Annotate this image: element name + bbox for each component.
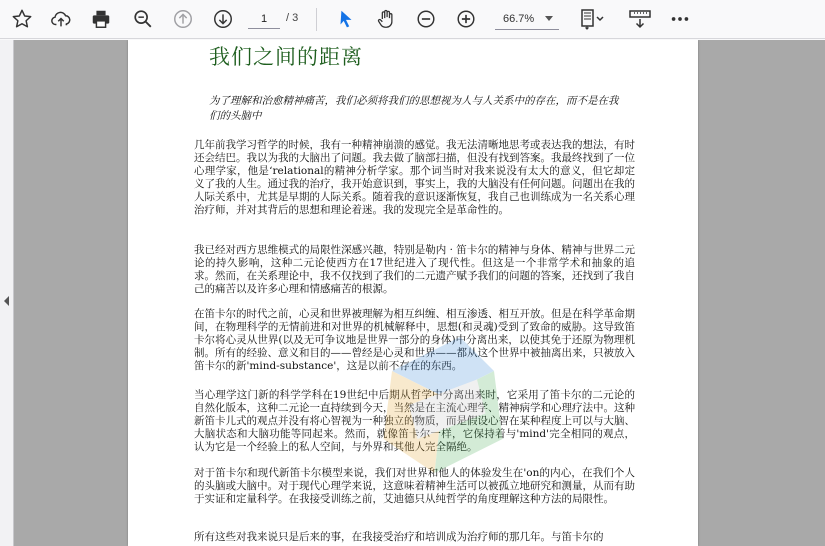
page-total: / 3 bbox=[286, 12, 299, 24]
hand-tool-icon[interactable] bbox=[372, 5, 400, 33]
annotation-tools-icon[interactable] bbox=[626, 5, 654, 33]
chevron-left-icon bbox=[4, 296, 9, 306]
paragraph: 我已经对西方思维模式的局限性深感兴趣，特别是勒内 · 笛卡尔的精神与身体、精神与世界二元论的持久影响，这种二元论使西方在17世纪进入了现代性。但这是一个非常学术和抽象的追求。然而，在关系理论中，我不仅找到了我们的二元遗产赋予我们的问题的答案，还找到了我自己的痛苦以及许多心理和情感痛苦的根源。 bbox=[194, 244, 635, 295]
paragraph: 在笛卡尔的时代之前，心灵和世界被理解为相互纠缠、相互渗透、相互开放。但是在科学革命期间，在物理科学的无情前进和对世界的机械解释中，思想(和灵魂)受到了致命的威胁。这导致笛卡尔将心灵从世界(以及无可争议地是世界一部分的身体)中分离出来，以使其免于还原为物理机制。所有的经验、意义和目的——曾经是心灵和世界——都从这个世界中被抽离出来，只被放入笛卡尔的新'mind-substance'，这是以前不存在的东西。 bbox=[194, 308, 635, 372]
scrollbar[interactable] bbox=[817, 40, 825, 546]
paragraph: 几年前我学习哲学的时候，我有一种精神崩溃的感觉。我无法清晰地思考或表达我的想法，有时还会结巴。我以为我的大脑出了问题。我去做了脑部扫描，但没有找到答案。我最终找到了一位心理学家，他是‘relational的精神分析学家。那个词当时对我来说没有太大的意义，但它却定义了我的人生。通过我的治疗，我开始意识到，事实上，我的大脑没有任何问题。问题出在我的人际关系中，尤其是早期的人际关系。随着我的意识逐渐恢复，我自己也训练成为一名关系心理治疗师，并对其背后的思想和理论着迷。我的发现完全是革命性的。 bbox=[194, 139, 635, 216]
cloud-upload-icon[interactable] bbox=[47, 5, 75, 33]
search-icon[interactable] bbox=[129, 5, 157, 33]
select-tool-icon[interactable] bbox=[332, 5, 360, 33]
zoom-in-icon[interactable] bbox=[452, 5, 480, 33]
more-options-icon[interactable] bbox=[666, 5, 694, 33]
page-layout-icon[interactable] bbox=[575, 5, 609, 33]
previous-page-icon[interactable] bbox=[169, 5, 197, 33]
next-page-icon[interactable] bbox=[209, 5, 237, 33]
page-number-input[interactable] bbox=[248, 9, 280, 29]
toolbar bbox=[0, 0, 825, 39]
toolbar-divider bbox=[316, 8, 317, 31]
zoom-level-value: 66.7% bbox=[503, 12, 535, 25]
sidebar-toggle-rail[interactable] bbox=[0, 40, 14, 546]
zoom-level-select[interactable] bbox=[495, 8, 559, 30]
paragraph: 对于笛卡尔和现代新笛卡尔模型来说，我们对世界和他人的体验发生在'on的内心，在我们个人的头脑或大脑中。对于现代心理学来说，这意味着精神生活可以被孤立地研究和测量，从而有助于实证和定量科学。在我接受训练之前，艾迪德只从纯哲学的角度理解这种方法的局限性。 bbox=[194, 467, 635, 505]
document-viewer[interactable] bbox=[14, 40, 825, 546]
chevron-down-icon bbox=[545, 16, 553, 21]
zoom-out-icon[interactable] bbox=[412, 5, 440, 33]
document-page bbox=[128, 40, 698, 546]
paragraph: 当心理学这门新的科学学科在19世纪中后期从哲学中分离出来时，它采用了笛卡尔的二元论的自然化版本，这种二元论一直持续到今天，当然是在主流心理学、精神病学和心理疗法中。这种新笛卡儿式的观点并没有将心智视为一种独立的物质，而是假设心智在某种程度上可以与大脑、大脑状态和大脑功能等同起来。然而，就像笛卡尔一样，它保持着与'mind'完全相同的观点，认为它是一个经验上的私人空间，与外界和其他人完全隔绝。 bbox=[194, 389, 635, 453]
print-icon[interactable] bbox=[87, 5, 115, 33]
document-epigraph: 为了理解和治愈精神痛苦，我们必须将我们的思想视为人与人关系中的存在，而不是在我们的头脑中 bbox=[209, 95, 619, 122]
document-title: 我们之间的距离 bbox=[209, 45, 363, 69]
paragraph: 所有这些对我来说只是后来的事，在我接受治疗和培训成为治疗师的那几年。与笛卡尔的 bbox=[194, 531, 604, 543]
bookmark-star-icon[interactable] bbox=[8, 5, 36, 33]
